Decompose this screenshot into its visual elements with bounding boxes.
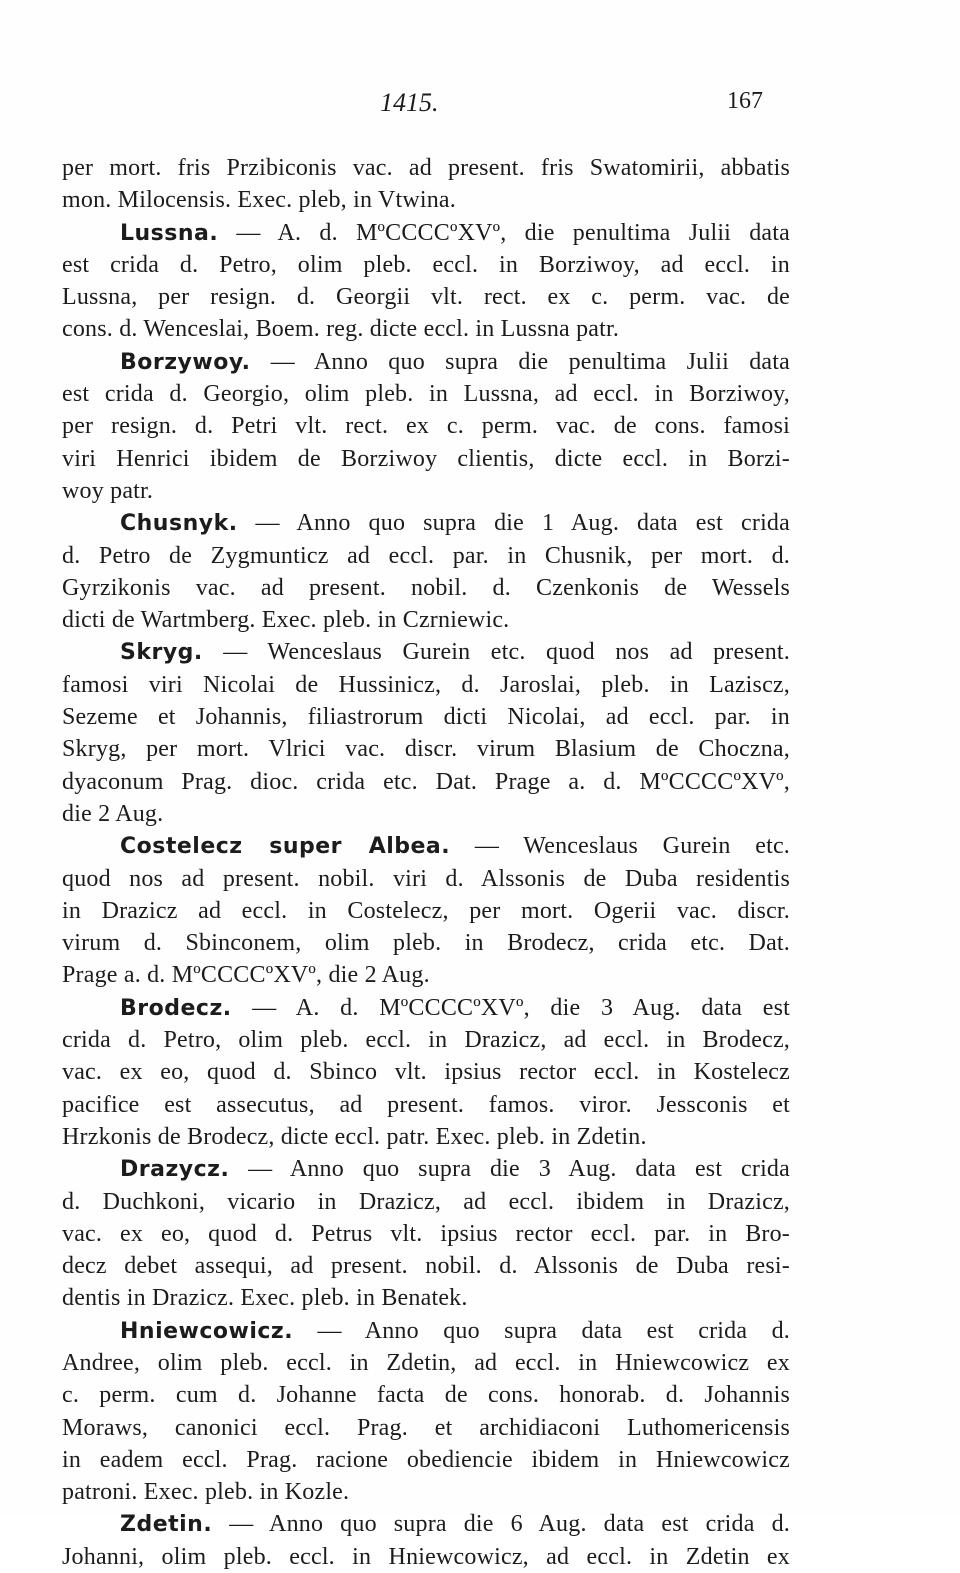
text-line [62, 410, 790, 442]
text-line [62, 1186, 790, 1218]
line-text: Prage a. d. MºCCCCºXVº, die 2 Aug. [62, 962, 430, 989]
text-line [62, 443, 790, 475]
line-text: vac. ex eo, quod d. Sbinco vlt. ipsius rector eccl. in Kostelecz [62, 1059, 790, 1086]
line-text: — Anno quo supra die 6 Aug. data est crida d. [212, 1511, 790, 1538]
text-line [62, 572, 790, 604]
body-text [62, 152, 790, 1573]
text-line [62, 798, 790, 830]
text-line [62, 766, 790, 798]
line-text: virum d. Sbinconem, olim pleb. in Brodecz, crida etc. Dat. [62, 930, 790, 957]
text-line [62, 184, 790, 216]
line-text: decz debet assequi, ad present. nobil. d. Alssonis de Duba resi- [62, 1253, 790, 1280]
entry-heading-line [62, 346, 790, 378]
text-line [62, 604, 790, 636]
text-line [62, 1089, 790, 1121]
place-name: Chusnyk. [120, 511, 238, 537]
line-text: patroni. Exec. pleb. in Kozle. [62, 1479, 350, 1506]
line-text: Lussna, per resign. d. Georgii vlt. rect. ex c. perm. vac. de [62, 284, 790, 311]
place-name: Lussna. [120, 220, 219, 246]
line-text: in eadem eccl. Prag. racione obediencie ibidem in Hniewcowicz [62, 1446, 790, 1473]
line-text: Gyrzikonis vac. ad present. nobil. d. Czenkonis de Wessels [62, 574, 790, 601]
line-text: — Wenceslaus Gurein etc. quod nos ad present. [202, 639, 790, 666]
line-text: crida d. Petro, olim pleb. eccl. in Drazicz, ad eccl. in Brodecz, [62, 1027, 790, 1054]
place-name: Brodecz. [120, 995, 232, 1021]
line-text: dicti de Wartmberg. Exec. pleb. in Czrniewic. [62, 607, 510, 634]
text-line [62, 701, 790, 733]
line-text: c. perm. cum d. Johanne facta de cons. honorab. d. Johannis [62, 1382, 790, 1409]
line-text: — Anno quo supra die penultima Julii data [250, 348, 790, 375]
entry-heading-line [62, 992, 790, 1024]
line-text: Andree, olim pleb. eccl. in Zdetin, ad eccl. in Hniewcowicz ex [62, 1349, 790, 1376]
text-line [62, 927, 790, 959]
line-text: — A. d. MºCCCCºXVº, die penultima Julii data [218, 219, 790, 246]
entry-heading-line [62, 1508, 790, 1540]
text-line [62, 959, 790, 991]
place-name: Skryg. [120, 640, 203, 666]
line-text: vac. ex eo, quod d. Petrus vlt. ipsius rector eccl. par. in Bro- [62, 1220, 790, 1247]
page-number: 167 [727, 88, 763, 114]
entry-heading-line [62, 217, 790, 249]
text-line [62, 733, 790, 765]
line-text: Hrzkonis de Brodecz, dicte eccl. patr. Exec. pleb. in Zdetin. [62, 1123, 647, 1150]
text-line [62, 1412, 790, 1444]
line-text: — Anno quo supra data est crida d. [293, 1317, 790, 1344]
text-line [62, 1218, 790, 1250]
line-text: Johanni, olim pleb. eccl. in Hniewcowicz, ad eccl. in Zdetin ex [62, 1543, 790, 1570]
line-text: est crida d. Petro, olim pleb. eccl. in Borziwoy, ad eccl. in [62, 251, 790, 278]
place-name: Hniewcowicz. [120, 1318, 294, 1344]
text-line [62, 1444, 790, 1476]
text-line [62, 1056, 790, 1088]
page-header [0, 88, 960, 118]
text-line [62, 1250, 790, 1282]
line-text: quod nos ad present. nobil. viri d. Alssonis de Duba residentis [62, 865, 790, 892]
line-text: — Anno quo supra die 3 Aug. data est crida [229, 1156, 790, 1183]
line-text: Skryg, per mort. Vlrici vac. discr. virum Blasium de Choczna, [62, 736, 790, 763]
line-text: woy patr. [62, 477, 154, 504]
page-year: 1415. [380, 88, 439, 117]
text-line [62, 313, 790, 345]
text-line [62, 475, 790, 507]
line-text: Sezeme et Johannis, filiastrorum dicti Nicolai, ad eccl. par. in [62, 704, 790, 731]
text-line [62, 863, 790, 895]
line-text: per resign. d. Petri vlt. rect. ex c. perm. vac. de cons. famosi [62, 413, 790, 440]
line-text: dentis in Drazicz. Exec. pleb. in Benatek. [62, 1285, 468, 1312]
line-text: d. Petro de Zygmunticz ad eccl. par. in Chusnik, per mort. d. [62, 542, 790, 569]
line-text: per mort. fris Przibiconis vac. ad present. fris Swatomirii, abbatis [62, 155, 790, 181]
line-text: dyaconum Prag. dioc. crida etc. Dat. Prage a. d. MºCCCCºXVº, [62, 768, 790, 795]
text-line [62, 1347, 790, 1379]
text-line [62, 540, 790, 572]
text-line [62, 1121, 790, 1153]
place-name: Borzywoy. [120, 349, 251, 375]
text-line [62, 669, 790, 701]
entry-heading-line [62, 636, 790, 668]
text-line [62, 1024, 790, 1056]
line-text: famosi viri Nicolai de Hussinicz, d. Jaroslai, pleb. in Laziscz, [62, 671, 790, 698]
place-name: Zdetin. [120, 1512, 213, 1538]
text-line [62, 1379, 790, 1411]
entry-heading-line [62, 1153, 790, 1185]
entry-heading-line [62, 507, 790, 539]
entry-heading-line [62, 830, 790, 862]
text-line [62, 895, 790, 927]
line-text: die 2 Aug. [62, 800, 164, 827]
place-name: Costelecz super Albea. [120, 834, 451, 860]
line-text: Moraws, canonici eccl. Prag. et archidiaconi Luthomericensis [62, 1414, 790, 1441]
line-text: — A. d. MºCCCCºXVº, die 3 Aug. data est [231, 994, 790, 1021]
place-name: Drazycz. [120, 1157, 230, 1183]
text-line [62, 1282, 790, 1314]
text-line [62, 1476, 790, 1508]
line-text: cons. d. Wenceslai, Boem. reg. dicte eccl. in Lussna patr. [62, 316, 620, 343]
entry-heading-line [62, 1315, 790, 1347]
text-line [62, 281, 790, 313]
text-line [62, 249, 790, 281]
line-text: d. Duchkoni, vicario in Drazicz, ad eccl. ibidem in Drazicz, [62, 1188, 790, 1215]
line-text: mon. Milocensis. Exec. pleb, in Vtwina. [62, 187, 456, 214]
line-text: — Wenceslaus Gurein etc. [450, 833, 791, 860]
text-line [62, 152, 790, 184]
text-line [62, 1541, 790, 1573]
line-text: est crida d. Georgio, olim pleb. in Lussna, ad eccl. in Borziwoy, [62, 381, 790, 408]
line-text: in Drazicz ad eccl. in Costelecz, per mort. Ogerii vac. discr. [62, 897, 790, 924]
line-text: — Anno quo supra die 1 Aug. data est crida [237, 510, 790, 537]
line-text: viri Henrici ibidem de Borziwoy clientis, dicte eccl. in Borzi- [62, 445, 790, 472]
line-text: pacifice est assecutus, ad present. famos. viror. Jessconis et [62, 1091, 790, 1118]
text-line [62, 378, 790, 410]
